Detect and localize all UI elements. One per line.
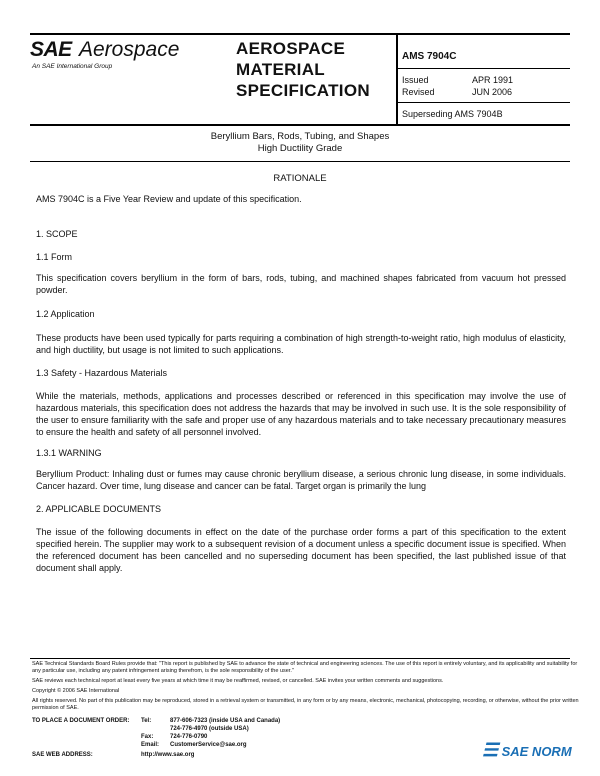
subject-line-1: Beryllium Bars, Rods, Tubing, and Shapes (210, 131, 390, 142)
application-text: These products have been used typically for parts requiring a combination of high strength-to-weight ratio, high modulus of elasticity, and high ductility, but usage is not limited to such applications. (36, 333, 566, 355)
revised-date: JUN 2006 (472, 87, 513, 97)
revised-label: Revised (402, 87, 435, 97)
document-number: AMS 7904C (402, 51, 457, 62)
email-label: Email: (141, 742, 160, 748)
tel-label: Tel: (141, 718, 152, 724)
sae-logo: SAE (30, 38, 72, 61)
aerospace-logo-text: Aerospace (79, 38, 180, 61)
subject-line-2: High Ductility Grade (257, 143, 343, 154)
section-applicable-documents: 2. APPLICABLE DOCUMENTS (36, 504, 162, 514)
header-divider-h2 (396, 102, 570, 103)
footer-copyright: Copyright © 2006 SAE International (32, 688, 120, 694)
title-line-2: MATERIAL (236, 60, 325, 79)
header-top-rule (30, 33, 570, 35)
title-line-3: SPECIFICATION (236, 81, 370, 100)
section-scope: 1. SCOPE (36, 229, 78, 239)
issued-label: Issued (402, 75, 429, 85)
superseding-note: Superseding AMS 7904B (402, 109, 503, 119)
web-label: SAE WEB ADDRESS: (32, 752, 93, 758)
section-application: 1.2 Application (36, 309, 95, 319)
section-safety: 1.3 Safety - Hazardous Materials (36, 368, 168, 378)
rationale-heading: RATIONALE (273, 173, 327, 184)
applicable-text: The issue of the following documents in effect on the date of the purchase order forms a part of this specification to the extent specified herein. The supplier may work to a subsequent revision of a document unless a specific document issue is specified. When the referenced document has been cancelled and no superseding document has been specified, the last published issue of that document shall apply. (36, 527, 566, 573)
email-address[interactable]: CustomerService@sae.org (170, 742, 247, 748)
logo-tagline: An SAE International Group (32, 63, 113, 70)
footer-review: SAE reviews each technical report at least every five years at which time it may be reaffirmed, revised, or cancelled. SAE invites your written comments and suggestions. (32, 678, 444, 684)
form-text: This specification covers beryllium in the form of bars, rods, tubing, and machined shapes fabricated from vacuum hot pressed powder. (36, 273, 566, 295)
sae-norm-logo: ☰ SAE NORM (482, 740, 572, 760)
footer-rule (30, 658, 570, 659)
sae-norm-logo-text: SAE NORM (501, 744, 572, 759)
header-divider-h1 (396, 68, 570, 69)
title-line-1: AEROSPACE (236, 39, 346, 58)
issued-date: APR 1991 (472, 75, 514, 85)
tel-outside-usa: 724-776-4970 (outside USA) (170, 726, 249, 732)
safety-text: While the materials, methods, applications and processes described or referenced in this specification may involve the use of hazardous materials, this specification does not address the hazards that may be involved in such use. It is the sole responsibility of the user to ensure familiarity with the safe and proper use of any hazardous materials and to take necessary precautionary measures to ensure the health and safety of all personnel involved. (36, 391, 566, 437)
order-label: TO PLACE A DOCUMENT ORDER: (32, 718, 130, 724)
header-divider (396, 33, 398, 125)
warning-text: Beryllium Product: Inhaling dust or fumes may cause chronic beryllium disease, a serious chronic lung disease, in some individuals. Cancer hazard. Over time, lung disease and cancer can be fatal. Target organ is primarily the lung (36, 469, 566, 491)
section-warning: 1.3.1 WARNING (36, 448, 102, 458)
fax-label: Fax: (141, 734, 154, 740)
fax-number: 724-776-0790 (170, 734, 208, 740)
section-form: 1.1 Form (36, 252, 73, 262)
header-bottom-rule (30, 124, 570, 126)
tel-inside-usa: 877-606-7323 (inside USA and Canada) (170, 718, 281, 724)
web-address[interactable]: http://www.sae.org (141, 752, 195, 758)
footer-rights: All rights reserved. No part of this publication may be reproduced, stored in a retrieval system or transmitted, in any form or by any means, electronic, mechanical, photocopying, recording, or otherwise, without the prior written permission of SAE. (32, 698, 579, 711)
subject-rule (30, 161, 570, 162)
rationale-text: AMS 7904C is a Five Year Review and update of this specification. (36, 194, 302, 204)
footer-rules: SAE Technical Standards Board Rules provide that: "This report is published by SAE to advance the state of technical and engineering sciences. The use of this report is entirely voluntary, and its applicability and suitability for any particular use, including any patent infringement arising therefrom, is the sole responsibility of the user." (32, 661, 578, 674)
